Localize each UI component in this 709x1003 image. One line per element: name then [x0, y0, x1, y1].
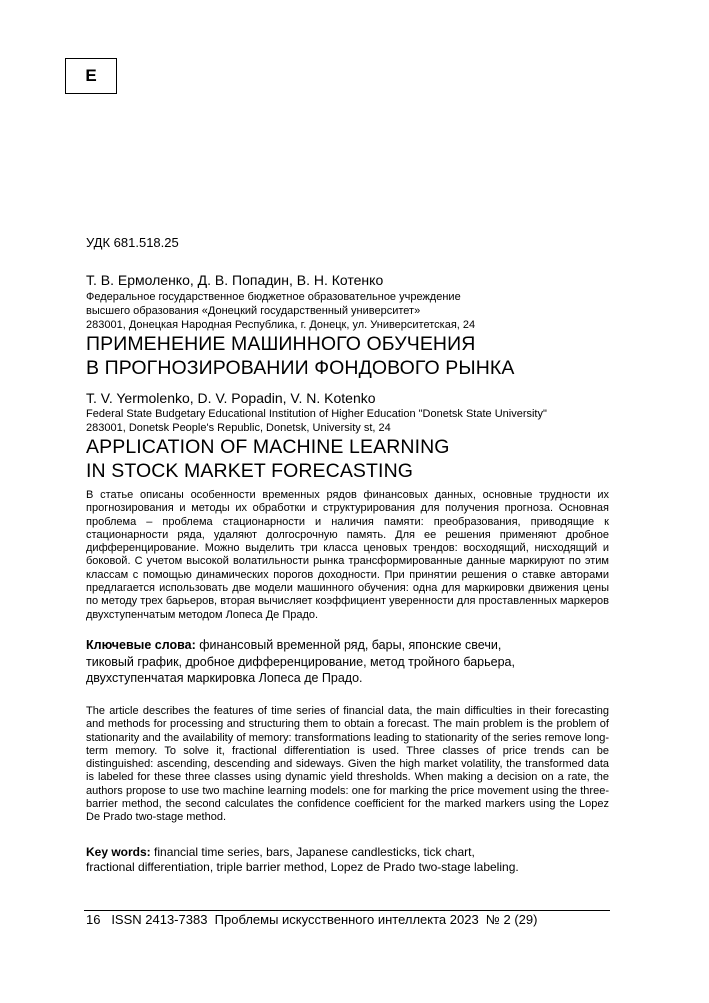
keywords-ru-line: финансовый временной ряд, бары, японские свечи, — [195, 638, 502, 652]
keywords-ru-label: Ключевые слова: — [86, 638, 196, 652]
authors-en: T. V. Yermolenko, D. V. Popadin, V. N. Kotenko — [86, 390, 376, 406]
title-ru — [86, 332, 514, 380]
section-letter: E — [85, 66, 97, 85]
keywords-en-line: financial time series, bars, Japanese candlesticks, tick chart, — [150, 845, 475, 859]
affiliation-en-line: Federal State Budgetary Educational Institution of Higher Education "Donetsk State University" — [86, 408, 547, 420]
keywords-ru-line: тиковый график, дробное дифференцирование, метод тройного барьера, — [86, 654, 515, 669]
issn: ISSN 2413-7383 — [111, 912, 208, 927]
abstract-en — [86, 705, 609, 825]
keywords-ru-line: двухступенчатая маркировка Лопеса де Прадо. — [86, 671, 363, 685]
section-letter-box — [65, 58, 117, 94]
affiliation-ru-line: Федеральное государственное бюджетное образовательное учреждение — [86, 291, 461, 303]
journal-name: Проблемы искусственного интеллекта 2023 — [214, 912, 479, 927]
title-ru-line: ПРИМЕНЕНИЕ МАШИННОГО ОБУЧЕНИЯ — [86, 333, 476, 355]
keywords-en-label: Key words: — [86, 845, 151, 859]
title-en — [86, 435, 450, 483]
issue-number: № 2 (29) — [485, 912, 538, 927]
affiliation-ru-line: высшего образования «Донецкий государственный университет» — [86, 305, 421, 317]
title-en-line: APPLICATION OF MACHINE LEARNING — [86, 436, 450, 458]
abstract-en-text: The article describes the features of time series of financial data, the main difficulties in their forecasting and methods for processing and structuring them to obtain a forecast. The main problem is the problem of stationarity and the availability of memory: transformations leading to stationarity of the series remove long-term memory. To solve it, fractional differentiation is used. Three classes of price trends can be distinguished: ascending, descending and sideways. Given the high market volatility, the transformed data is labeled for these three classes using dynamic yield thresholds. When making a decision on a rate, the authors propose to use two machine learning models: one for marking the price movement using the three-barrier method, the second calculates the confidence coefficient for the marked markers using the Lopez De Prado two-stage method. — [86, 705, 609, 824]
page-number: 16 — [86, 912, 101, 927]
abstract-ru — [86, 489, 609, 622]
authors-ru: Т. В. Ермоленко, Д. В. Попадин, В. Н. Котенко — [86, 272, 384, 288]
title-ru-line: В ПРОГНОЗИРОВАНИИ ФОНДОВОГО РЫНКА — [86, 357, 515, 379]
title-en-line: IN STOCK MARKET FORECASTING — [86, 460, 414, 482]
abstract-ru-text: В статье описаны особенности временных рядов финансовых данных, основные трудности их прогнозирования и методы их обработки и структурирования для получения прогноза. Основная проблема – проблема стационарности и наличия памяти: преобразования, приводящие к стационарности ряда, удаляют долгосрочную память. Для ее решения применяют дробное дифференцирование. Можно выделить три класса ценовых трендов: восходящий, нисходящий и боковой. С учетом высокой волатильности рынка трансформированные данные маркируют по этим классам с помощью динамических порогов доходности. При принятии решения о ставке авторами предлагается использовать две модели машинного обучения: одна для маркировки движения цены по методу трех барьеров, вторая вычисляет коэффициент уверенности для проставленных маркеров двухступенчатым методом Лопеса Де Прадо. — [86, 489, 609, 621]
keywords-ru — [86, 637, 609, 687]
affiliation-en-line: 283001, Donetsk People's Republic, Donetsk, University st, 24 — [86, 422, 391, 434]
affiliation-ru-line: 283001, Донецкая Народная Республика, г. Донецк, ул. Университетская, 24 — [86, 319, 476, 331]
affiliation-ru — [86, 290, 475, 332]
page-footer — [86, 912, 537, 927]
footer-rule — [84, 910, 610, 911]
keywords-en — [86, 845, 609, 874]
keywords-en-line: fractional differentiation, triple barrier method, Lopez de Prado two-stage labeling. — [86, 859, 519, 874]
udk-code: УДК 681.518.25 — [86, 235, 179, 250]
affiliation-en — [86, 407, 547, 435]
